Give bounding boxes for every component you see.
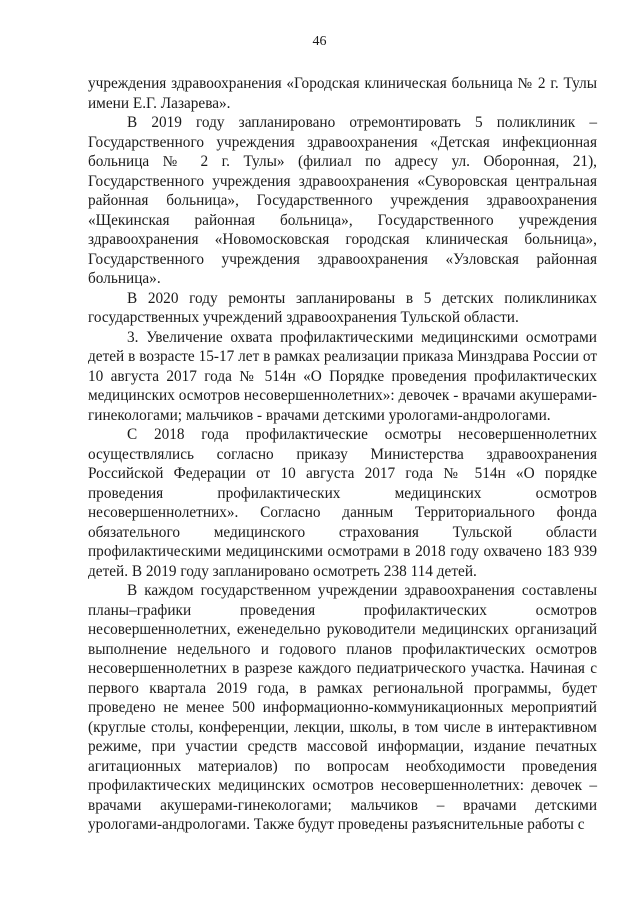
paragraph-2019-repairs: В 2019 году запланировано отремонтировать 5 поликлиник – Государственного учреждения здравоохранения «Детская инфекционная больница № 2 г. Тулы» (филиал по адресу ул. Оборонная, 21), Государственного учреждения здравоохранения «Суворовская центральная районная больница», Государственного учреждения здравоохранения «Щекинская районная больница», Государственного учреждения здравоохранения «Новомосковская городская клиническая больница», Государственного учреждения здравоохранения «Узловская районная больница». <box>88 114 597 287</box>
page-number: 46 <box>312 34 327 49</box>
paragraph-2018-checkups: С 2018 года профилактические осмотры несовершеннолетних осуществлялись согласно приказу Министерства здравоохранения Российской Федерации от 10 августа 2017 года № 514н «О порядке проведения профилактических медицинских осмотров несовершеннолетних». Согласно данным Территориального фонда обязательного медицинского страхования Тульской области профилактическими медицинскими осмотрами в 2018 году охвачено 183 939 детей. В 2019 году запланировано осмотреть 238 114 детей. <box>88 426 597 580</box>
paragraph-schedules: В каждом государственном учреждении здравоохранения составлены планы–графики проведения профилактических осмотров несовершеннолетних, еженедельно руководители медицинских организаций выполнение недельного и годового планов профилактических осмотров несовершеннолетних в разрезе каждого педиатрического участка. Начиная с первого квартала 2019 года, в рамках региональной программы, будет проведено не менее 500 информационно-коммуникационных мероприятий (круглые столы, конференции, лекции, школы, в том числе в интерактивном режиме, при участии средств массовой информации, издание печатных агитационных материалов) по вопросам необходимости проведения профилактических медицинских осмотров несовершеннолетних: девочек – врачами акушерами-гинекологами; мальчиков – врачами детскими урологами-андрологами. Также будут проведены разъяснительные работы с <box>88 582 597 833</box>
paragraph-2020-repairs: В 2020 году ремонты запланированы в 5 детских поликлиниках государственных учреждений здравоохранения Тульской области. <box>88 289 597 326</box>
paragraph-item-3: 3. Увеличение охвата профилактическими медицинскими осмотрами детей в возрасте 15-17 лет в рамках реализации приказа Минздрава России от 10 августа 2017 года № 514н «О Порядке проведения профилактических медицинских осмотров несовершеннолетних»: девочек - врачами акушерами-гинекологами; мальчиков - врачами детскими урологами-андрологами. <box>88 328 597 424</box>
document-body <box>88 74 597 835</box>
paragraph-continuation: учреждения здравоохранения «Городская клиническая больница № 2 г. Тулы имени Е.Г. Лазарева». <box>88 75 597 112</box>
